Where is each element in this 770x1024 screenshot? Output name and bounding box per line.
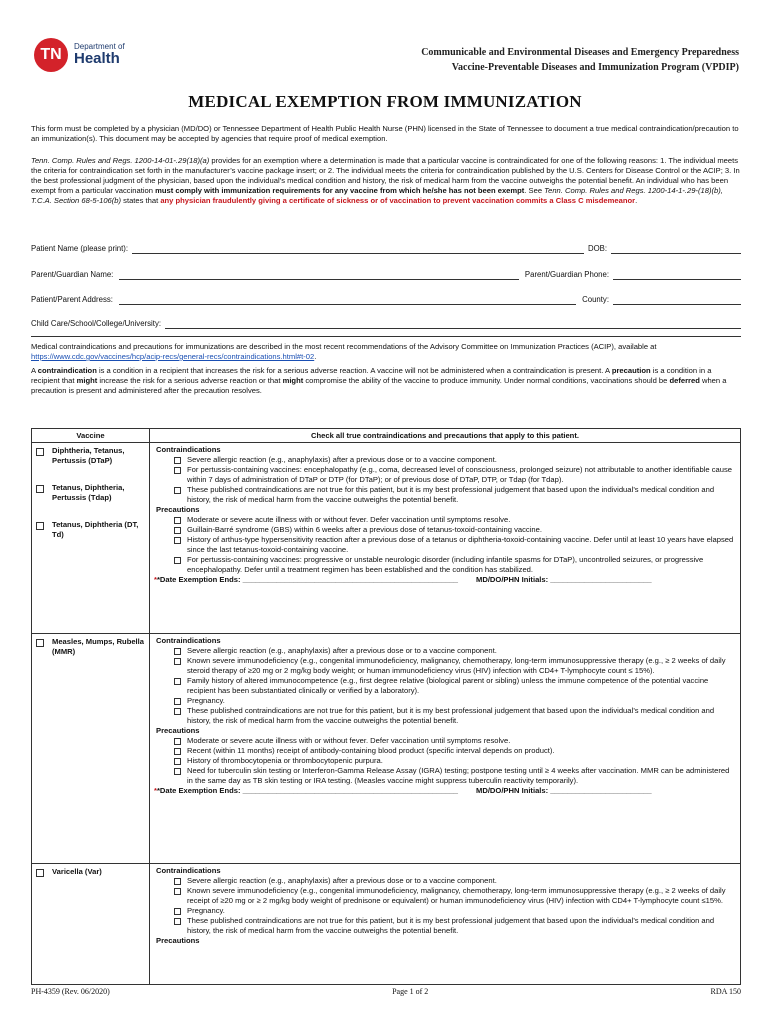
checkbox[interactable] [36, 639, 44, 647]
checkbox-item[interactable]: Moderate or severe acute illness with or without fever. Defer vaccination until symptoms resolve. [174, 736, 736, 746]
checkbox-item[interactable]: Severe allergic reaction (e.g., anaphylaxis) after a previous dose or to a vaccine component. [174, 455, 736, 465]
row-divider [32, 863, 740, 864]
group1-section [156, 445, 736, 585]
address-field[interactable] [119, 295, 576, 305]
table-header [32, 429, 740, 443]
misdemeanor-warning: any physician fraudulently giving a certificate of sickness or of vaccination to prevent vaccination commits a Class C misdemeanor [160, 196, 636, 206]
acip-info: Medical contraindications and precautions for immunizations are described in the most recent recommendations of the Advisory Committee on Immunization Practices (ACIP), available at https://www.cdc.gov/vaccines/hcp/acip-recs/general-recs/contraindications.html#t-02. A contraindication is a condition in a recipient that increases the risk for a serious adverse reaction. A vaccine will not be administered when a contraindication is present. A precaution is a condition in a recipient that might increase the risk for a serious adverse reaction or that might compromise the ability of the vaccine to produce immunity. Under normal conditions, vaccinations should be deferred when a precaution is present and administered after the precaution resolves. [31, 342, 741, 396]
county-field[interactable] [613, 295, 741, 305]
vaccine-mmr[interactable]: Measles, Mumps, Rubella (MMR) [36, 637, 144, 657]
contraindications-heading: Contraindications [156, 445, 221, 454]
legal-citation-1: Tenn. Comp. Rules and Regs. 1200-14-01-.29(18)(a) [31, 156, 210, 165]
patient-name-field[interactable] [132, 244, 584, 254]
row-divider [32, 633, 740, 634]
column-divider [149, 442, 150, 984]
checkbox[interactable] [36, 485, 44, 493]
intro-paragraph: This form must be completed by a physician (MD/DO) or Tennessee Department of Health Public Health Nurse (PHN) licensed in the State of Tennessee to document a true medical contraindication/precaution to an immunization(s). This document may be accepted by agencies that require proof of medical exemption. [31, 124, 739, 144]
checkbox-item[interactable]: History of thrombocytopenia or thrombocytopenic purpura. [174, 756, 736, 766]
legal-paragraph: Tenn. Comp. Rules and Regs. 1200-14-01-.29(18)(a) provides for an exemption where a determination is made that a particular vaccine is contraindicated for one of the following reasons: 1. The individual meets the criteria for contraindication set forth in the manufacturer’s vaccine package insert; or 2. The individual meets the criteria for contraindication published by the U.S. Centers for Disease Control or the ACIP; 3. In the best professional judgment of the physician, based upon the individual’s medical condition and history, the risk of medical harm from the vaccine outweighs the potential benefit. An individual who has been exempt from a particular vaccination must comply with immunization requirements for any vaccine from which he/she has not been exempt. See Tenn. Comp. Rules and Regs. 1200-14-1-.29-(18)(b), T.C.A. Section 68-5-106(b) states that any physician fraudulently giving a certificate of sickness or of vaccination to prevent vaccination commits a Class C misdemeanor. [31, 156, 740, 206]
checkbox-item[interactable]: Severe allergic reaction (e.g., anaphylaxis) after a previous dose or to a vaccine component. [174, 646, 736, 656]
rda-number: RDA 150 [710, 987, 741, 996]
checkbox-item[interactable]: Recent (within 11 months) receipt of antibody-containing blood product (specific interval depends on product). [174, 746, 736, 756]
group3-section: Contraindications Severe allergic reaction (e.g., anaphylaxis) after a previous dose or to a vaccine component. Known severe immunodeficiency (e.g., congenital immunodeficiency, malignancy, chemotherapy, long-term immunosuppressive therapy (e.g., ≥ 2 weeks of daily receipt of ≥20 mg or ≥ 2 mg/kg body weight of prednisone or equivalent) or human immunodeficiency virus (HIV) infection with CD4+ T-lymphocyte count ≤15%. Pregnancy. These published contraindications are not true for this patient, but it is my best professional judgement that based upon the individual’s medical condition and history, the risk of medical harm from the vaccine outweighs the potential benefit. Precautions [156, 866, 736, 946]
checkbox-item[interactable]: Known severe immunodeficiency (e.g., congenital immunodeficiency, malignancy, chemotherapy, long-term immunosuppressive therapy (e.g., ≥ 2 weeks of daily receipt of ≥20 mg or ≥ 2 mg/kg body weight of prednisone or equivalent) or human immunodeficiency virus (HIV) infection with CD4+ T-lymphocyte count ≤15%. [174, 886, 736, 906]
program-line-2: Vaccine-Preventable Diseases and Immunization Program (VPDIP) [451, 61, 739, 73]
checkbox[interactable] [36, 522, 44, 530]
definitions-paragraph: A contraindication is a condition in a recipient that increases the risk for a serious adverse reaction. A vaccine will not be administered when a contraindication is present. A precaution is a condition in a recipient that might increase the risk for a serious adverse reaction or that might compromise the ability of the vaccine to produce immunity. Under normal conditions, vaccinations should be deferred when a precaution is present and administered after the precaution resolves. [31, 366, 727, 396]
guardian-phone-field[interactable] [613, 270, 741, 280]
dob-field[interactable] [611, 244, 741, 254]
checkbox-item[interactable]: Pregnancy. [174, 906, 736, 916]
checkbox-item[interactable]: For pertussis-containing vaccines: encephalopathy (e.g., coma, decreased level of consciousness, prolonged seizure) not attributable to another identifiable cause within 7 days of administration of DTaP or DTP (for DTaP); or of previous dose of DTaP, DTP, or Tdap (for Tdap). [174, 465, 736, 485]
address-label: Patient/Parent Address: [31, 295, 113, 304]
page-footer [31, 987, 741, 998]
checkbox-item[interactable]: Need for tuberculin skin testing or Interferon-Gamma Release Assay (IGRA) testing; postpone testing until ≥ 4 weeks after vaccination. MMR can be administered in the same day as TB skin testing or IRA testing. (Measles vaccine might suppress tuberculin reactivity temporarily). [174, 766, 736, 786]
logo-dept-text: Department of [74, 41, 125, 51]
logo-health-text: Health [74, 50, 120, 68]
vaccine-td[interactable]: Tetanus, Diphtheria (DT, Td) [36, 520, 144, 540]
exemption-end-row: * *Date Exemption Ends: ___________________________________________________ MD/DO/PHN Initials: ________________________ [154, 575, 652, 585]
county-label: County: [582, 295, 609, 304]
checkbox-item[interactable]: For pertussis-containing vaccines: progressive or unstable neurologic disorder (including infantile spasms for DTaP), uncontrolled seizures, or progressive encephalopathy. Defer until a treatment regimen has been established and the condition has stabilized. [174, 555, 736, 575]
checkbox-item[interactable]: These published contraindications are not true for this patient, but it is my best professional judgement that based upon the individual’s medical condition and history, the risk of medical harm from the vaccine outweighs the potential benefit. [174, 706, 736, 726]
checkbox-item[interactable]: Guillain-Barré syndrome (GBS) within 6 weeks after a previous dose of tetanus-toxoid-containing vaccine. [174, 525, 736, 535]
legal-citation-2: Tenn. Comp. Rules and Regs. 1200-14-1-.29-(18)(b), T.C.A. Section 68-5-106(b) [31, 186, 723, 206]
school-label: Child Care/School/College/University: [31, 319, 162, 328]
school-row [31, 319, 741, 329]
vaccine-column-header: Vaccine [32, 429, 150, 442]
checkbox[interactable] [36, 448, 44, 456]
vaccine-tdap[interactable]: Tetanus, Diphtheria, Pertussis (Tdap) [36, 483, 144, 503]
guardian-name-field[interactable] [119, 270, 519, 280]
vaccine-dtap[interactable]: Diphtheria, Tetanus, Pertussis (DTaP) [36, 446, 144, 466]
exemption-end-row: * *Date Exemption Ends: ___________________________________________________ MD/DO/PHN Initials: ________________________ [154, 786, 652, 796]
vaccine-varicella[interactable]: Varicella (Var) [36, 867, 144, 877]
patient-name-row [31, 244, 741, 254]
program-header [421, 46, 739, 75]
checkbox[interactable] [36, 869, 44, 877]
guardian-phone-label: Parent/Guardian Phone: [524, 270, 609, 279]
checkbox-item[interactable]: Known severe immunodeficiency (e.g., congenital immunodeficiency, malignancy, chemotherapy, long-term immunosuppressive therapy (e.g., ≥ 2 weeks of daily steroid therapy of ≥20 mg or 2 mg/kg body weight; or human immunodeficiency virus (HIV) infection with CD4+ T-lymphocyte count ≤ 15%). [174, 656, 736, 676]
page-number: Page 1 of 2 [392, 987, 429, 996]
school-field[interactable] [165, 319, 741, 329]
acip-link[interactable]: https://www.cdc.gov/vaccines/hcp/acip-recs/general-recs/contraindications.html#t-02 [31, 352, 315, 362]
precautions-heading: Precautions [156, 505, 200, 515]
checkbox-item[interactable]: History of arthus-type hypersensitivity reaction after a previous dose of a tetanus or diphtheria-toxoid-containing vaccine. Defer until at least 10 years have elapsed since the last tetanus-toxoid-containing vaccine. [174, 535, 736, 555]
program-line-1: Communicable and Environmental Diseases and Emergency Preparedness [421, 47, 739, 58]
vaccine-table [31, 428, 741, 985]
patient-name-label: Patient Name (please print): [31, 244, 129, 253]
check-column-header: Check all true contraindications and precautions that apply to this patient. [311, 431, 579, 440]
group2-section: Contraindications Severe allergic reaction (e.g., anaphylaxis) after a previous dose or to a vaccine component. Known severe immunodeficiency (e.g., congenital immunodeficiency, malignancy, chemotherapy, long-term immunosuppressive therapy (e.g., ≥ 2 weeks of daily steroid therapy of ≥20 mg or 2 mg/kg body weight; or human immunodeficiency virus (HIV) infection with CD4+ T-lymphocyte count ≤ 15%). Family history of altered immunocompetence (e.g., first degree relative (biological parent or sibling) unless the immune competence of the potential vaccine recipient has been substantiated clinically or verified by a laboratory). Pregnancy. These published contraindications are not true for this patient, but it is my best professional judgement that based upon the individual’s medical condition and history, the risk of medical harm from the vaccine outweighs the potential benefit. Precautions Moderate or severe acute illness with or without fever. Defer vaccination until symptoms resolve. Recent (within 11 months) receipt of antibody-containing blood product (specific interval depends on product). History of thrombocytopenia or thrombocytopenic purpura. Need for tuberculin skin testing or Interferon-Gamma Release Assay (IGRA) testing; postpone testing until ≥ 4 weeks after vaccination. MMR can be administered in the same day as TB skin testing or IRA testing. (Measles vaccine might suppress tuberculin reactivity temporarily). * *Date Exemption Ends: ___________________________________________________ MD/DO/PHN Initials: ________________________ [156, 636, 736, 796]
address-row [31, 295, 741, 305]
checkbox-item[interactable]: Severe allergic reaction (e.g., anaphylaxis) after a previous dose or to a vaccine component. [174, 876, 736, 886]
guardian-row [31, 270, 741, 280]
dob-label: DOB: [587, 244, 607, 253]
tn-logo-mark: TN [34, 38, 68, 72]
checkbox-item[interactable]: These published contraindications are not true for this patient, but it is my best professional judgement that based upon the individual’s medical condition and history, the risk of medical harm from the vaccine outweighs the potential benefit. [174, 916, 736, 936]
checkbox-item[interactable]: Moderate or severe acute illness with or without fever. Defer vaccination until symptoms resolve. [174, 515, 736, 525]
checkbox-item[interactable]: These published contraindications are not true for this patient, but it is my best professional judgement that based upon the individual’s medical condition and history, the risk of medical harm from the vaccine outweighs the potential benefit. [174, 485, 736, 505]
guardian-name-label: Parent/Guardian Name: [31, 270, 114, 279]
section-divider [31, 336, 741, 337]
page-title: MEDICAL EXEMPTION FROM IMMUNIZATION [188, 92, 582, 111]
checkbox-item[interactable]: Family history of altered immunocompetence (e.g., first degree relative (biological parent or sibling) unless the immune competence of the potential vaccine recipient has been substantiated clinically or verified by a laboratory). [174, 676, 736, 696]
tdh-logo [34, 38, 125, 72]
form-number: PH-4359 (Rev. 06/2020) [31, 987, 110, 996]
checkbox-item[interactable]: Pregnancy. [174, 696, 736, 706]
